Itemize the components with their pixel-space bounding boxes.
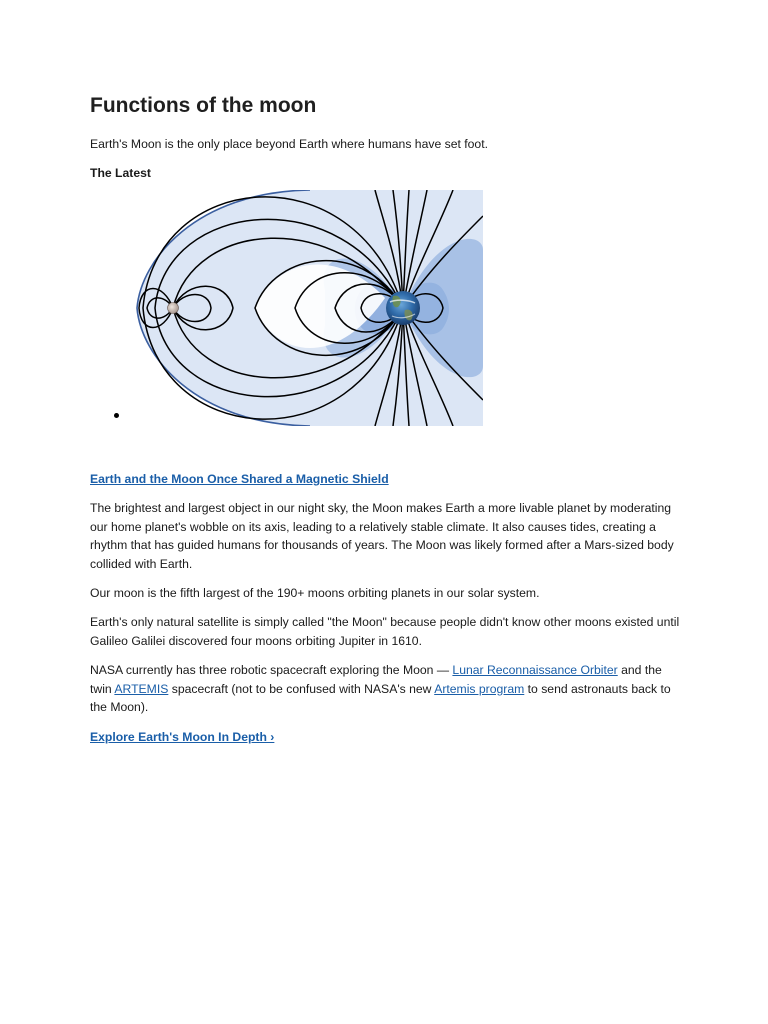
spacecraft-text-1: NASA currently has three robotic spacecraft exploring the Moon — [90, 663, 453, 677]
spacecraft-text-3: spacecraft (not to be confused with NASA's new [168, 681, 435, 696]
explore-paragraph [90, 728, 680, 747]
list-bullet [114, 413, 119, 418]
artemis-program-link[interactable]: Artemis program [434, 681, 525, 696]
paragraph-moon-role: The brightest and largest object in our night sky, the Moon makes Earth a more livable planet by moderating our home planet's wobble on its axis, leading to a relatively stable climate. It also causes tides, creating a rhythm that has guided humans for thousands of years. The Moon was likely formed after a Mars-sized body collided with Earth. [90, 501, 674, 571]
headline-link[interactable]: Earth and the Moon Once Shared a Magnetic Shield [90, 472, 389, 486]
artemis-spacecraft-link[interactable]: ARTEMIS [114, 681, 169, 696]
spacecraft-text-4: to send astronauts back to the Moon). [90, 681, 671, 715]
paragraph-moon-name: Earth's only natural satellite is simply called "the Moon" because people didn't know other moons existed until Galileo Galilei discovered four moons orbiting Jupiter in 1610. [90, 615, 680, 648]
headline-paragraph [90, 470, 680, 489]
paragraph-spacecraft [90, 661, 680, 717]
page-title: Functions of the moon [90, 94, 317, 117]
explore-moon-link[interactable]: Explore Earth's Moon In Depth › [90, 730, 275, 744]
paragraph-moon-size: Our moon is the fifth largest of the 190+ moons orbiting planets in our solar system. [90, 586, 540, 600]
lro-link[interactable]: Lunar Reconnaissance Orbiter [452, 663, 618, 677]
spacecraft-text-2: and the twin [90, 663, 662, 696]
latest-label: The Latest [90, 166, 151, 180]
magnetic-field-illustration [135, 190, 483, 426]
intro-text: Earth's Moon is the only place beyond Earth where humans have set foot. [90, 137, 488, 151]
